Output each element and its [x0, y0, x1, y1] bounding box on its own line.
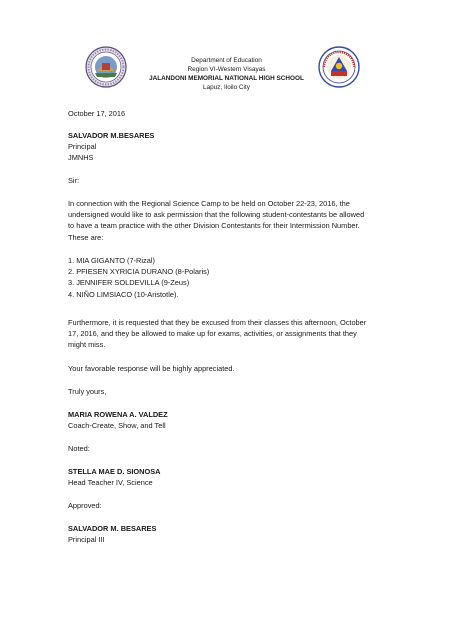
region-name: Region VI-Western Visayas — [187, 66, 266, 73]
approved-title: Principal III — [68, 535, 105, 545]
paragraph-appreciation: Your favorable response will be highly appreciated. — [68, 364, 235, 373]
deped-seal-icon — [318, 46, 360, 88]
recipient-block — [68, 130, 388, 164]
list-item: 3. JENNIFER SOLDEVILLA (9-Zeus) — [68, 278, 190, 288]
noted-name: STELLA MAE D. SIONOSA — [68, 467, 161, 476]
signatory-name: MARIA ROWENA A. VALDEZ — [68, 410, 168, 419]
approved-block — [68, 523, 388, 545]
school-name: JALANDONI MEMORIAL NATIONAL HIGH SCHOOL — [149, 75, 304, 82]
school-address: Lapuz, Iloilo City — [203, 84, 250, 91]
salutation: Sir: — [68, 176, 80, 185]
paragraph-excuse: Furthermore, it is requested that they be excused from their classes this afternoon, October 17, 2016, and they be allowed to make up for exams, activities, or assignments that they might miss. — [68, 318, 367, 350]
approved-label: Approved: — [68, 501, 102, 510]
letterhead — [0, 56, 453, 92]
list-item: 4. NIÑO LIMSIACO (10-Aristotle). — [68, 289, 179, 299]
noted-block — [68, 466, 388, 488]
noted-title: Head Teacher IV, Science — [68, 478, 153, 488]
closing: Truly yours, — [68, 387, 107, 396]
list-item: 1. MIA GIGANTO (7-Rizal) — [68, 256, 155, 265]
approved-name: SALVADOR M. BESARES — [68, 524, 157, 533]
signatory-block — [68, 409, 388, 431]
recipient-school: JMNHS — [68, 153, 94, 163]
letter-date: October 17, 2016 — [68, 109, 126, 118]
contestant-list — [68, 255, 388, 300]
signatory-title: Coach-Create, Show, and Tell — [68, 421, 166, 431]
list-item: 2. PFIESEN XYRICIA DURANO (8-Polaris) — [68, 267, 210, 277]
noted-label: Noted: — [68, 444, 90, 453]
paragraph-request: In connection with the Regional Science Camp to be held on October 22-23, 2016, the undersigned would like to ask permission that the following student-contestants be allowed to have a team practice with the other Division Contestants for their Intermission Number. These are: — [68, 199, 365, 242]
recipient-title: Principal — [68, 142, 97, 152]
department-name: Department of Education — [191, 57, 262, 64]
recipient-name: SALVADOR M.BESARES — [68, 131, 155, 140]
